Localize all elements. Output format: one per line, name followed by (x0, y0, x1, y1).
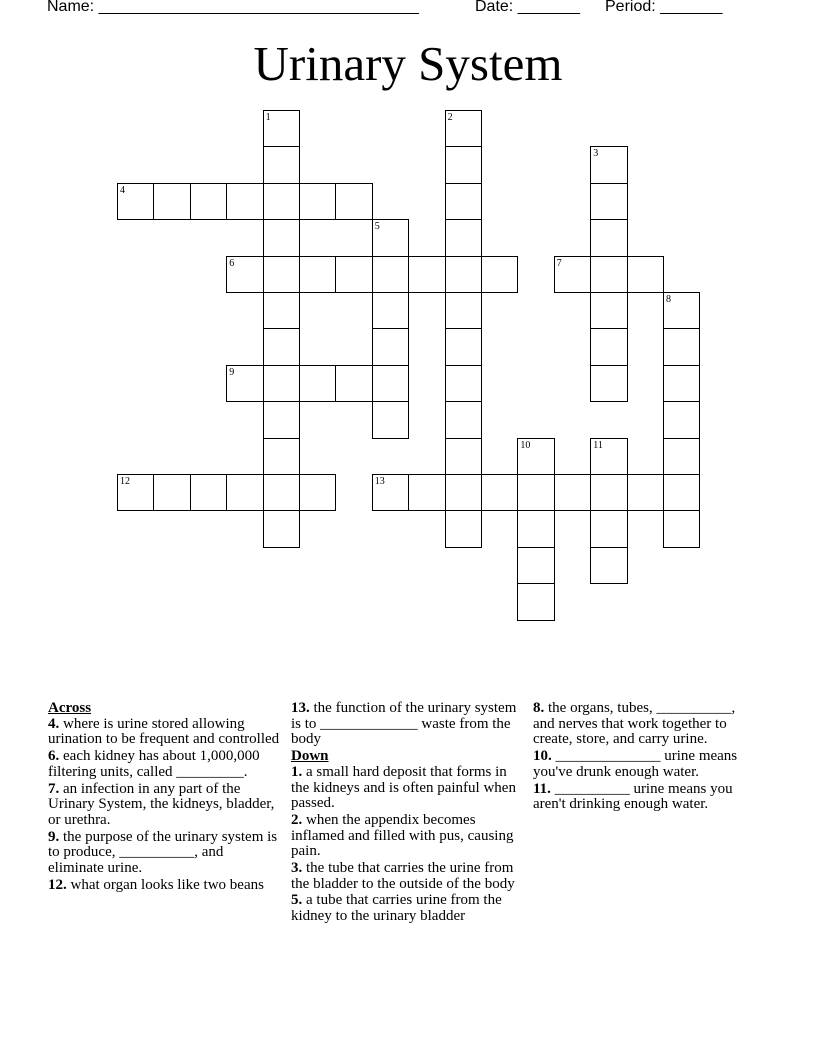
crossword-cell[interactable] (372, 328, 409, 365)
crossword-cell[interactable] (372, 256, 409, 293)
crossword-cell[interactable] (517, 547, 554, 584)
crossword-cell[interactable] (263, 438, 300, 475)
crossword-cell[interactable] (663, 401, 700, 438)
cell-number: 8 (666, 294, 671, 305)
clues-column-2 (291, 701, 527, 926)
clue-down-10 (533, 749, 753, 780)
across-heading: Across (48, 700, 92, 716)
crossword-cell[interactable] (590, 474, 627, 511)
clue-number: 8. (533, 700, 545, 716)
cell-number: 3 (593, 148, 599, 160)
crossword-cell[interactable] (590, 183, 627, 220)
crossword-cell[interactable] (335, 256, 372, 293)
clue-text: ______________ urine means you've drunk enough water. (533, 748, 738, 780)
clue-down-11 (533, 782, 753, 813)
clues-column-1 (48, 701, 282, 894)
crossword-cell[interactable] (663, 474, 700, 511)
crossword-cell[interactable] (590, 328, 627, 365)
crossword-cell[interactable] (590, 256, 627, 293)
cell-number: 10 (520, 439, 531, 451)
date-field-label: Date: _______ (475, 0, 580, 15)
crossword-cell[interactable] (663, 328, 700, 365)
clue-down-5 (291, 893, 527, 924)
crossword-cell[interactable] (299, 365, 336, 402)
crossword-cell[interactable] (153, 474, 190, 511)
crossword-cell[interactable] (481, 474, 518, 511)
clue-text: an infection in any part of the Urinary System, the kidneys, bladder, or urethra. (48, 780, 275, 828)
cell-number: 4 (120, 184, 125, 196)
crossword-cell[interactable] (590, 365, 627, 402)
clue-text: where is urine stored allowing urination to be frequent and controlled (48, 715, 280, 748)
cell-number: 1 (265, 112, 271, 123)
crossword-cell[interactable] (445, 183, 482, 220)
crossword-cell[interactable] (445, 256, 482, 293)
crossword-cell[interactable] (445, 292, 482, 329)
clues-column-3 (533, 701, 753, 814)
crossword-cell[interactable] (299, 256, 336, 293)
crossword-cell[interactable] (263, 474, 300, 511)
crossword-cell[interactable] (663, 510, 700, 547)
crossword-cell[interactable] (226, 183, 263, 220)
crossword-cell[interactable] (335, 183, 372, 220)
clue-down-2 (291, 813, 527, 860)
period-field-label: Period: _______ (605, 0, 723, 15)
clue-text: a small hard deposit that forms in the kidneys and is often painful when passed. (291, 763, 516, 812)
cell-number: 6 (229, 257, 235, 269)
crossword-cell[interactable] (590, 510, 627, 547)
clue-number: 11. (533, 780, 551, 797)
clue-text: the purpose of the urinary system is to produce, __________, and eliminate urine. (48, 828, 278, 877)
cell-number: 11 (593, 439, 603, 451)
crossword-cell[interactable] (445, 146, 482, 183)
cell-number: 2 (447, 112, 453, 123)
clue-number: 10. (533, 748, 552, 765)
cell-number: 7 (556, 257, 562, 269)
crossword-cell[interactable] (445, 401, 482, 438)
crossword-cell[interactable] (445, 438, 482, 475)
page-title: Urinary System (253, 36, 563, 91)
clue-number: 4. (48, 715, 60, 732)
crossword-cell[interactable] (408, 474, 445, 511)
crossword-cell[interactable] (263, 292, 300, 329)
crossword-cell[interactable] (263, 219, 300, 256)
clue-down-8 (533, 701, 753, 748)
crossword-cell[interactable] (190, 183, 227, 220)
crossword-cell[interactable] (226, 474, 263, 511)
crossword-cell[interactable] (554, 474, 591, 511)
clue-number: 9. (48, 828, 60, 845)
cell-number: 9 (229, 366, 235, 378)
crossword-cell[interactable] (445, 219, 482, 256)
clue-across-13 (291, 701, 527, 748)
crossword-cell[interactable] (590, 292, 627, 329)
clue-across-4 (48, 717, 282, 748)
crossword-cell[interactable] (263, 365, 300, 402)
crossword-cell[interactable] (263, 256, 300, 293)
crossword-cell[interactable] (517, 474, 554, 511)
clue-number: 13. (291, 700, 310, 716)
crossword-cell[interactable] (445, 474, 482, 511)
crossword-cell[interactable] (153, 183, 190, 220)
crossword-cell[interactable] (481, 256, 518, 293)
crossword-cell[interactable] (263, 401, 300, 438)
cell-number: 5 (374, 221, 380, 233)
down-heading: Down (291, 748, 329, 765)
clue-text: the tube that carries the urine from the bladder to the outside of the body (291, 860, 515, 892)
crossword-cell[interactable] (445, 365, 482, 402)
clue-number: 12. (48, 876, 67, 893)
crossword-cell[interactable] (372, 401, 409, 438)
clue-number: 1. (291, 763, 303, 780)
crossword-cell[interactable] (263, 146, 300, 183)
clue-text: the function of the urinary system is to _____________ waste from the body (291, 700, 517, 748)
crossword-cell[interactable] (517, 583, 554, 620)
clue-text: each kidney has about 1,000,000 filtering units, called _________. (48, 748, 260, 780)
crossword-cell[interactable] (263, 328, 300, 365)
clue-down-3 (291, 861, 527, 892)
crossword-cell[interactable] (263, 183, 300, 220)
crossword-cell[interactable] (663, 365, 700, 402)
crossword-cell[interactable] (445, 328, 482, 365)
clue-text: a tube that carries urine from the kidney to the urinary bladder (291, 892, 502, 925)
clue-text: when the appendix becomes inflamed and filled with pus, causing pain. (291, 811, 514, 860)
crossword-cell[interactable] (263, 510, 300, 547)
name-field-label: Name: ____________________________________ (47, 0, 419, 15)
clue-down-1 (291, 765, 527, 812)
crossword-cell[interactable] (408, 256, 445, 293)
clue-across-12 (48, 878, 282, 894)
crossword-cell[interactable] (445, 510, 482, 547)
crossword-cell[interactable] (190, 474, 227, 511)
clue-number: 5. (291, 892, 303, 909)
crossword-cell[interactable] (372, 365, 409, 402)
cell-number: 13 (374, 476, 385, 487)
crossword-cell[interactable] (299, 474, 336, 511)
clue-text: __________ urine means you aren't drinking enough water. (533, 780, 733, 813)
crossword-cell[interactable] (663, 438, 700, 475)
clue-number: 6. (48, 748, 60, 765)
clue-text: what organ looks like two beans (70, 876, 264, 893)
clue-number: 2. (291, 811, 303, 828)
clue-across-6 (48, 749, 282, 780)
crossword-cell[interactable] (627, 256, 664, 293)
crossword-cell[interactable] (335, 365, 372, 402)
crossword-cell[interactable] (517, 510, 554, 547)
clue-across-9 (48, 830, 282, 877)
crossword-cell[interactable] (299, 183, 336, 220)
crossword-cell[interactable] (627, 474, 664, 511)
crossword-cell[interactable] (590, 547, 627, 584)
cell-number: 12 (120, 476, 130, 487)
clue-number: 3. (291, 860, 303, 877)
clue-text: the organs, tubes, __________, and nerves that work together to create, store, and carry urine. (533, 700, 736, 748)
clue-number: 7. (48, 780, 60, 797)
crossword-cell[interactable] (372, 292, 409, 329)
clue-across-7 (48, 782, 282, 829)
crossword-cell[interactable] (590, 219, 627, 256)
